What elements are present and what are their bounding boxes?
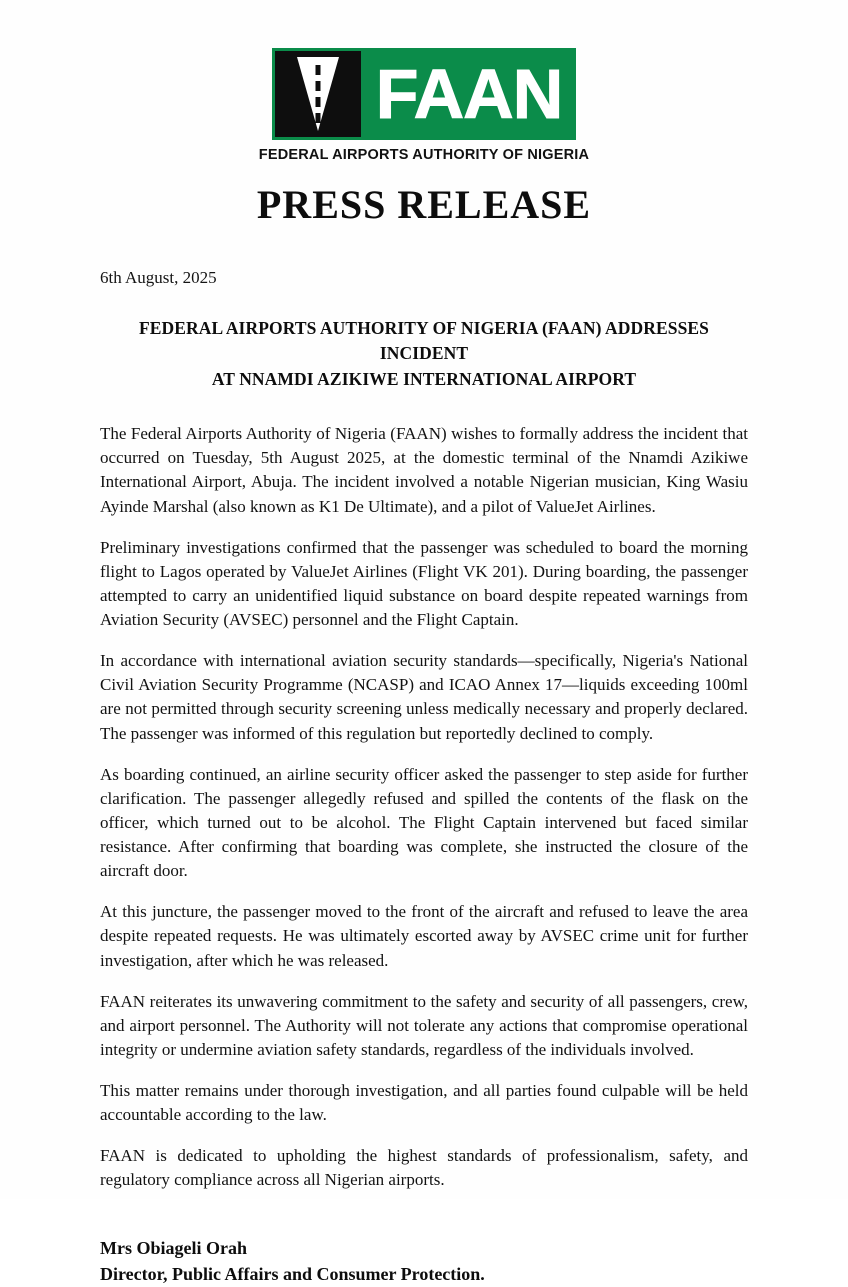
body-paragraph: Preliminary investigations confirmed that the passenger was scheduled to board the morning flight to Lagos operated by ValueJet Airlines (Flight VK 201). During boarding, the passenger attempted to carry an unidentified liquid substance on board despite repeated warnings from Aviation Security (AVSEC) personnel and the Flight Captain. [100, 537, 748, 629]
runway-dash-1 [315, 65, 320, 75]
body-paragraph: At this juncture, the passenger moved to the front of the aircraft and refused to leave the area despite repeated requests. He was ultimately escorted away by AVSEC crime unit for further investigation, after which he was released. [100, 902, 748, 970]
runway-dash-4 [315, 113, 320, 123]
body-paragraph: As boarding continued, an airline security officer asked the passenger to step aside for further clarification. The passenger allegedly refused and spilled the contents of the flask on the officer, which turned out to be alcohol. The Flight Captain intervened but faced similar resistance. After confirming that boarding was complete, she instructed the closure of the aircraft door. [100, 764, 748, 881]
headline-line-2: AT NNAMDI AZIKIWE INTERNATIONAL AIRPORT [211, 368, 637, 389]
headline-line-1: FEDERAL AIRPORTS AUTHORITY OF NIGERIA (FAAN) ADDRESSES INCIDENT [138, 318, 710, 364]
signatory-title: Director, Public Affairs and Consumer Protection. [100, 1263, 485, 1284]
signatory-name: Mrs Obiageli Orah [100, 1237, 247, 1258]
body-paragraph: The Federal Airports Authority of Nigeria (FAAN) wishes to formally address the incident that occurred on Tuesday, 5th August 2025, at the domestic terminal of the Nnamdi Azikiwe International Airport, Abuja. The incident involved a notable Nigerian musician, King Wasiu Ayinde Marshal (also known as K1 De Ultimate), and a pilot of ValueJet Airlines. [100, 424, 748, 516]
logo-wordmark-text: FAAN [375, 54, 563, 133]
logo-subtitle: FEDERAL AIRPORTS AUTHORITY OF NIGERIA [258, 147, 590, 163]
body-paragraph: FAAN is dedicated to upholding the highest standards of professionalism, safety, and regulatory compliance across all Nigerian airports. [100, 1146, 748, 1190]
body-paragraph: In accordance with international aviation security standards—specifically, Nigeria's National Civil Aviation Security Programme (NCASP) and ICAO Annex 17—liquids exceeding 100ml are not permitted through security screening unless medically necessary and properly declared. The passenger was informed of this regulation but reportedly declined to comply. [100, 651, 748, 743]
page-title [100, 316, 748, 392]
logo-wordmark [364, 48, 577, 140]
document-date: 6th August, 2025 [100, 268, 217, 287]
body-paragraph: FAAN reiterates its unwavering commitment to the safety and security of all passengers, crew, and airport personnel. The Authority will not tolerate any actions that compromise operational integrity or undermine aviation safety standards, regardless of the individuals involved. [100, 991, 748, 1059]
runway-dash-3 [315, 97, 320, 107]
document-body [100, 422, 748, 1192]
faan-logo [100, 0, 748, 163]
logo-row [272, 48, 577, 140]
runway-dash-2 [315, 81, 320, 91]
runway-shape [291, 57, 345, 131]
signature-block [100, 1235, 748, 1287]
runway-icon [272, 48, 364, 140]
document-type-title: PRESS RELEASE [256, 182, 592, 227]
body-paragraph: This matter remains under thorough investigation, and all parties found culpable will be held accountable according to the law. [100, 1081, 748, 1125]
